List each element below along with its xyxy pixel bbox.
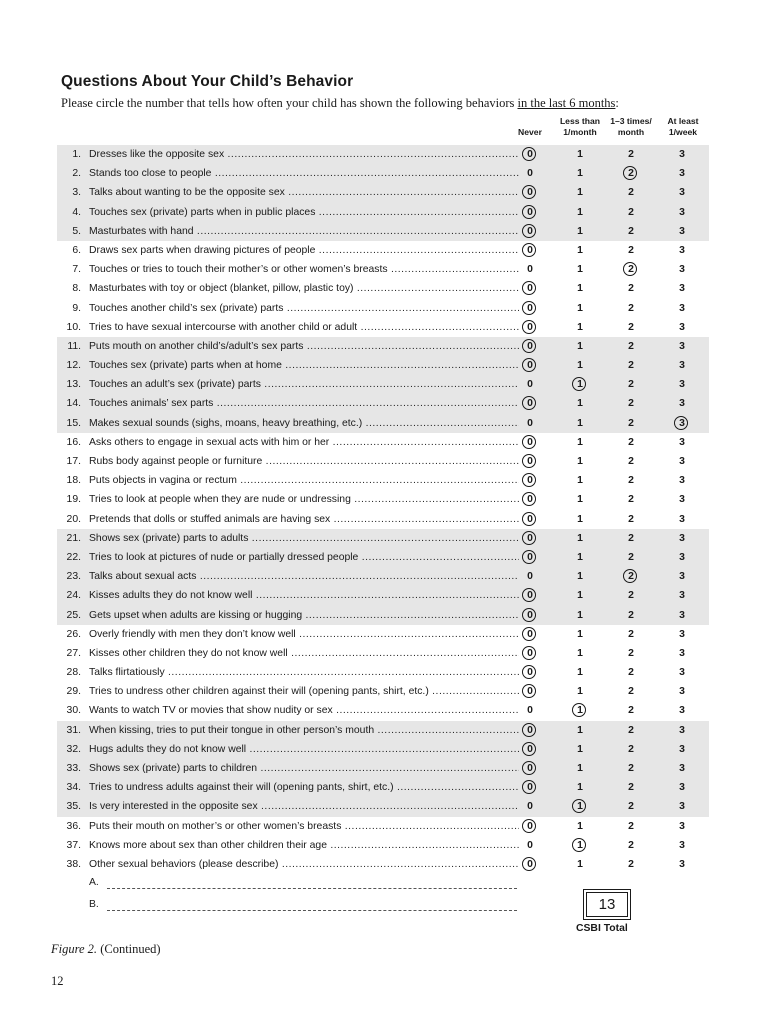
item-number: 23. (66, 571, 81, 583)
item-text: Rubs body against people or furniture ..... (89, 452, 519, 471)
item-text: Overly friendly with men they don’t know well ..... (89, 625, 519, 644)
rating-option-2[interactable]: 2 (628, 609, 634, 621)
rating-option-0[interactable]: 0 (519, 721, 541, 740)
rating-option-2[interactable]: 2 (628, 858, 634, 870)
rating-option-2[interactable]: 2 (628, 667, 634, 679)
item-number: 38. (66, 858, 81, 870)
item-number: 16. (66, 436, 81, 448)
item-number: 19. (66, 494, 81, 506)
rating-option-1[interactable]: 1 (577, 647, 583, 659)
rating-option-1[interactable]: 1 (577, 494, 583, 506)
column-header-never: Never (518, 127, 542, 137)
item-row (57, 260, 709, 279)
rating-option-2[interactable]: 2 (628, 475, 634, 487)
item-row (57, 625, 709, 644)
rating-option-3[interactable]: 3 (679, 609, 685, 621)
rating-option-2[interactable]: 2 (620, 260, 642, 279)
rating-option-2[interactable]: 2 (628, 839, 634, 851)
rating-option-2[interactable]: 2 (628, 360, 634, 372)
rating-option-0[interactable]: 0 (527, 264, 533, 276)
rating-option-3[interactable]: 3 (679, 379, 685, 391)
item-number: 18. (66, 475, 81, 487)
column-header-1-3-monthly: 1–3 times/ month (610, 116, 652, 137)
item-text: Pretends that dolls or stuffed animals are having sex ..... (89, 510, 519, 529)
rating-option-0[interactable]: 0 (519, 510, 541, 529)
item-number: 13. (66, 379, 81, 391)
item-row (57, 164, 709, 183)
item-text: Wants to watch TV or movies that show nudity or sex ..... (89, 701, 519, 720)
rating-option-0[interactable]: 0 (519, 644, 541, 663)
rating-option-1[interactable]: 1 (577, 321, 583, 333)
rating-option-1[interactable]: 1 (577, 302, 583, 314)
page-number: 12 (51, 974, 64, 988)
rating-option-1[interactable]: 1 (577, 743, 583, 755)
rating-option-1[interactable]: 1 (577, 571, 583, 583)
item-number: 17. (66, 456, 81, 467)
item-row (57, 183, 709, 202)
item-number: 14. (66, 398, 81, 410)
item-row (57, 548, 709, 567)
item-row (57, 279, 709, 298)
writing-line (107, 888, 517, 889)
rating-option-3[interactable]: 3 (679, 187, 685, 199)
rating-option-3[interactable]: 3 (679, 283, 685, 295)
rating-option-3[interactable]: 3 (679, 225, 685, 237)
rating-option-0[interactable]: 0 (519, 183, 541, 202)
item-text: Asks others to engage in sexual acts with him or her ..... (89, 433, 519, 452)
rating-option-0[interactable]: 0 (519, 529, 541, 548)
rating-option-2[interactable]: 2 (628, 532, 634, 544)
rating-option-0[interactable]: 0 (527, 839, 533, 851)
item-row (57, 299, 709, 318)
rating-option-3[interactable]: 3 (679, 206, 685, 218)
item-text: Masturbates with hand ..... (89, 222, 519, 241)
rating-option-0[interactable]: 0 (519, 222, 541, 241)
item-text: Draws sex parts when drawing pictures of people ..... (89, 241, 519, 260)
item-number: 24. (66, 590, 81, 602)
rating-option-2[interactable]: 2 (628, 705, 634, 717)
item-text: Shows sex (private) parts to children ..... (89, 759, 519, 778)
item-number: 33. (66, 763, 81, 774)
item-row (57, 663, 709, 682)
rating-option-1[interactable]: 1 (577, 628, 583, 640)
rating-option-3[interactable]: 3 (679, 647, 685, 659)
rating-option-0[interactable]: 0 (519, 337, 541, 356)
rating-option-1[interactable]: 1 (577, 475, 583, 487)
rating-option-2[interactable]: 2 (628, 340, 634, 352)
rating-option-2[interactable]: 2 (628, 149, 634, 160)
item-number: 26. (66, 628, 81, 640)
rating-option-3[interactable]: 3 (679, 782, 685, 794)
rating-option-0[interactable]: 0 (519, 606, 541, 625)
rating-option-3[interactable]: 3 (679, 494, 685, 506)
item-text: Touches sex (private) parts when in public places ..... (89, 203, 519, 222)
item-number: 20. (66, 513, 81, 525)
item-number: 22. (66, 551, 81, 563)
item-number: 8. (72, 283, 81, 295)
item-number: 5. (72, 225, 81, 237)
rating-option-2[interactable]: 2 (628, 283, 634, 295)
page-title: Questions About Your Child’s Behavior (61, 73, 354, 90)
rating-option-3[interactable]: 3 (679, 302, 685, 314)
rating-option-2[interactable]: 2 (628, 551, 634, 563)
column-header-less-than-monthly: Less than 1/month (559, 116, 601, 137)
rating-option-0[interactable]: 0 (519, 299, 541, 318)
rating-option-2[interactable]: 2 (628, 686, 634, 698)
item-row (57, 145, 709, 164)
rating-option-0[interactable]: 0 (519, 356, 541, 375)
rating-option-3[interactable]: 3 (679, 398, 685, 410)
rating-option-2[interactable]: 2 (628, 820, 634, 832)
item-row (57, 375, 709, 394)
rating-option-1[interactable]: 1 (577, 724, 583, 736)
rating-option-3[interactable]: 3 (679, 475, 685, 487)
rating-option-0[interactable]: 0 (527, 571, 533, 583)
rating-option-3[interactable]: 3 (679, 628, 685, 640)
figure-caption-text: (Continued) (97, 942, 161, 956)
rating-option-2[interactable]: 2 (628, 225, 634, 237)
rating-option-0[interactable]: 0 (519, 855, 541, 874)
column-header-weekly: At least 1/week (667, 116, 699, 137)
rating-option-2[interactable]: 2 (628, 244, 634, 256)
describe-line-b[interactable] (89, 899, 99, 910)
item-number: 6. (72, 244, 81, 256)
writing-line (107, 910, 517, 911)
rating-option-3[interactable]: 3 (679, 321, 685, 333)
item-number: 1. (72, 149, 81, 160)
instructions (61, 96, 619, 111)
rating-option-1[interactable]: 1 (577, 686, 583, 698)
rating-option-2[interactable]: 2 (628, 628, 634, 640)
item-number: 10. (66, 321, 81, 333)
item-row (57, 644, 709, 663)
instructions-suffix: : (615, 96, 619, 110)
item-row (57, 567, 709, 586)
rating-option-1[interactable]: 1 (577, 820, 583, 832)
rating-option-1[interactable]: 1 (569, 375, 591, 394)
rating-option-2[interactable]: 2 (628, 513, 634, 525)
rating-option-1[interactable]: 1 (577, 149, 583, 160)
rating-option-3[interactable]: 3 (679, 724, 685, 736)
rating-option-0[interactable]: 0 (519, 452, 541, 471)
item-text: Makes sexual sounds (sighs, moans, heavy breathing, etc.) ..... (89, 414, 519, 433)
rating-option-3[interactable]: 3 (679, 743, 685, 755)
describe-line-label: A. (89, 877, 99, 888)
rating-option-3[interactable]: 3 (679, 340, 685, 352)
rating-option-3[interactable]: 3 (679, 667, 685, 679)
item-row (57, 701, 709, 720)
item-text: Puts mouth on another child’s/adult’s sex parts ..... (89, 337, 519, 356)
rating-option-1[interactable]: 1 (577, 456, 583, 467)
rating-option-0[interactable]: 0 (527, 705, 533, 717)
rating-option-1[interactable]: 1 (569, 836, 591, 855)
rating-option-2[interactable]: 2 (620, 164, 642, 183)
rating-option-0[interactable]: 0 (527, 168, 533, 180)
item-text: Dresses like the opposite sex ..... (89, 145, 519, 164)
rating-option-3[interactable]: 3 (679, 763, 685, 774)
item-text: Tries to undress adults against their will (opening pants, shirt, etc.) ..... (89, 778, 519, 797)
rating-option-3[interactable]: 3 (679, 858, 685, 870)
rating-option-3[interactable]: 3 (679, 820, 685, 832)
item-number: 21. (66, 532, 81, 544)
rating-option-2[interactable]: 2 (628, 321, 634, 333)
item-row (57, 356, 709, 375)
rating-option-2[interactable]: 2 (628, 456, 634, 467)
item-number: 12. (66, 360, 81, 372)
item-number: 11. (67, 340, 81, 352)
describe-line-label: B. (89, 899, 99, 910)
rating-option-2[interactable]: 2 (628, 417, 634, 429)
item-text: Knows more about sex than other children their age ..... (89, 836, 519, 855)
rating-option-1[interactable]: 1 (577, 398, 583, 410)
item-text: Touches animals’ sex parts ..... (89, 394, 519, 413)
rating-option-1[interactable]: 1 (577, 244, 583, 256)
item-row (57, 203, 709, 222)
rating-option-1[interactable]: 1 (577, 187, 583, 199)
rating-option-3[interactable]: 3 (671, 414, 693, 433)
item-row (57, 797, 709, 816)
rating-option-2[interactable]: 2 (628, 801, 634, 813)
rating-option-0[interactable]: 0 (519, 145, 541, 164)
item-number: 35. (66, 801, 81, 813)
rating-option-1[interactable]: 1 (577, 858, 583, 870)
rating-option-1[interactable]: 1 (577, 551, 583, 563)
rating-option-1[interactable]: 1 (577, 513, 583, 525)
item-text: Touches sex (private) parts when at home ..... (89, 356, 519, 375)
rating-option-3[interactable]: 3 (679, 513, 685, 525)
item-text: Is very interested in the opposite sex ..... (89, 797, 519, 816)
rating-option-3[interactable]: 3 (679, 436, 685, 448)
item-number: 25. (66, 609, 81, 621)
rating-option-3[interactable]: 3 (679, 801, 685, 813)
item-number: 32. (66, 743, 81, 755)
item-number: 37. (66, 839, 81, 851)
rating-option-1[interactable]: 1 (577, 206, 583, 218)
item-text: Hugs adults they do not know well ..... (89, 740, 519, 759)
rating-option-0[interactable]: 0 (519, 433, 541, 452)
item-row (57, 490, 709, 509)
item-number: 31. (66, 724, 81, 736)
item-text: Tries to undress other children against their will (opening pants, shirt, etc.) ..... (89, 682, 519, 701)
rating-option-3[interactable]: 3 (679, 168, 685, 180)
item-row (57, 433, 709, 452)
item-number: 27. (66, 647, 81, 659)
rating-option-2[interactable]: 2 (620, 567, 642, 586)
rating-option-1[interactable]: 1 (577, 763, 583, 774)
item-row (57, 855, 709, 874)
rating-option-3[interactable]: 3 (679, 360, 685, 372)
item-row (57, 817, 709, 836)
rating-option-0[interactable]: 0 (519, 394, 541, 413)
rating-option-1[interactable]: 1 (577, 340, 583, 352)
rating-option-2[interactable]: 2 (628, 398, 634, 410)
item-row (57, 836, 709, 855)
item-text: Talks about wanting to be the opposite sex ..... (89, 183, 519, 202)
rating-option-1[interactable]: 1 (577, 590, 583, 602)
behavior-items-list (57, 145, 709, 874)
item-row (57, 318, 709, 337)
item-text: Puts their mouth on mother’s or other women’s breasts ..... (89, 817, 519, 836)
item-row (57, 778, 709, 797)
rating-option-1[interactable]: 1 (569, 797, 591, 816)
item-row (57, 414, 709, 433)
rating-option-1[interactable]: 1 (577, 436, 583, 448)
rating-option-0[interactable]: 0 (519, 625, 541, 644)
item-row (57, 721, 709, 740)
item-row (57, 740, 709, 759)
rating-option-2[interactable]: 2 (628, 590, 634, 602)
rating-option-1[interactable]: 1 (577, 417, 583, 429)
rating-option-1[interactable]: 1 (569, 701, 591, 720)
rating-option-3[interactable]: 3 (679, 244, 685, 256)
item-row (57, 337, 709, 356)
item-number: 3. (72, 187, 81, 199)
item-number: 7. (72, 264, 81, 276)
rating-option-0[interactable]: 0 (519, 663, 541, 682)
rating-option-2[interactable]: 2 (628, 302, 634, 314)
rating-option-2[interactable]: 2 (628, 782, 634, 794)
item-row (57, 452, 709, 471)
rating-option-2[interactable]: 2 (628, 187, 634, 199)
item-text: Kisses adults they do not know well ..... (89, 586, 519, 605)
rating-option-2[interactable]: 2 (628, 647, 634, 659)
rating-option-1[interactable]: 1 (577, 360, 583, 372)
item-text: Touches an adult’s sex (private) parts ..... (89, 375, 519, 394)
item-text: Touches another child’s sex (private) parts ..... (89, 299, 519, 318)
rating-option-0[interactable]: 0 (527, 379, 533, 391)
item-text: Tries to have sexual intercourse with another child or adult ..... (89, 318, 519, 337)
rating-option-2[interactable]: 2 (628, 763, 634, 774)
item-number: 4. (72, 206, 81, 218)
rating-option-3[interactable]: 3 (679, 571, 685, 583)
rating-option-0[interactable]: 0 (519, 241, 541, 260)
item-text: Kisses other children they do not know well ..... (89, 644, 519, 663)
rating-option-0[interactable]: 0 (519, 548, 541, 567)
rating-option-0[interactable]: 0 (519, 778, 541, 797)
item-row (57, 222, 709, 241)
item-row (57, 471, 709, 490)
item-number: 28. (66, 667, 81, 679)
rating-option-2[interactable]: 2 (628, 206, 634, 218)
item-text: Gets upset when adults are kissing or hugging ..... (89, 606, 519, 625)
item-text: Shows sex (private) parts to adults ..... (89, 529, 519, 548)
rating-option-0[interactable]: 0 (527, 417, 533, 429)
rating-option-1[interactable]: 1 (577, 283, 583, 295)
rating-option-2[interactable]: 2 (628, 379, 634, 391)
rating-option-0[interactable]: 0 (519, 682, 541, 701)
rating-option-2[interactable]: 2 (628, 743, 634, 755)
rating-option-1[interactable]: 1 (577, 168, 583, 180)
item-row (57, 529, 709, 548)
figure-caption (51, 942, 161, 957)
rating-option-3[interactable]: 3 (679, 686, 685, 698)
item-number: 34. (66, 782, 81, 794)
item-row (57, 682, 709, 701)
figure-label: Figure 2. (51, 942, 98, 956)
item-number: 15. (66, 417, 81, 429)
item-text: Tries to look at people when they are nude or undressing ..... (89, 490, 519, 509)
item-text: Touches or tries to touch their mother’s or other women’s breasts ..... (89, 260, 519, 279)
rating-option-1[interactable]: 1 (577, 532, 583, 544)
rating-option-3[interactable]: 3 (679, 551, 685, 563)
item-text: When kissing, tries to put their tongue in other person’s mouth ..... (89, 721, 519, 740)
item-text: Tries to look at pictures of nude or partially dressed people ..... (89, 548, 519, 567)
item-text: Masturbates with toy or object (blanket, pillow, plastic toy) ..... (89, 279, 519, 298)
item-row (57, 759, 709, 778)
item-number: 36. (66, 820, 81, 832)
item-text: Talks about sexual acts ..... (89, 567, 519, 586)
rating-option-1[interactable]: 1 (577, 225, 583, 237)
csbi-total-label: CSBI Total (576, 923, 628, 934)
rating-option-0[interactable]: 0 (519, 471, 541, 490)
instructions-prefix: Please circle the number that tells how often your child has shown the following behaviors (61, 96, 518, 110)
instructions-timeframe: in the last 6 months (517, 96, 616, 110)
rating-option-0[interactable]: 0 (519, 759, 541, 778)
rating-option-3[interactable]: 3 (679, 705, 685, 717)
rating-option-3[interactable]: 3 (679, 456, 685, 467)
item-number: 29. (66, 686, 81, 698)
rating-option-0[interactable]: 0 (519, 740, 541, 759)
rating-option-2[interactable]: 2 (628, 494, 634, 506)
item-number: 2. (72, 168, 81, 180)
item-number: 9. (72, 302, 81, 314)
csbi-total-score: 13 (586, 892, 628, 917)
item-row (57, 510, 709, 529)
rating-option-0[interactable]: 0 (519, 203, 541, 222)
item-row (57, 586, 709, 605)
rating-option-0[interactable]: 0 (527, 801, 533, 813)
rating-option-0[interactable]: 0 (519, 279, 541, 298)
rating-option-1[interactable]: 1 (577, 609, 583, 621)
rating-option-3[interactable]: 3 (679, 149, 685, 160)
rating-option-3[interactable]: 3 (679, 590, 685, 602)
item-text: Stands too close to people ..... (89, 164, 519, 183)
rating-option-0[interactable]: 0 (519, 490, 541, 509)
rating-option-0[interactable]: 0 (519, 817, 541, 836)
rating-option-2[interactable]: 2 (628, 724, 634, 736)
rating-option-3[interactable]: 3 (679, 839, 685, 851)
item-text: Other sexual behaviors (please describe) ..... (89, 855, 519, 874)
rating-option-1[interactable]: 1 (577, 264, 583, 276)
item-number: 30. (66, 705, 81, 717)
describe-line-a[interactable] (89, 877, 99, 888)
rating-option-0[interactable]: 0 (519, 318, 541, 337)
rating-option-1[interactable]: 1 (577, 667, 583, 679)
rating-option-3[interactable]: 3 (679, 264, 685, 276)
rating-option-1[interactable]: 1 (577, 782, 583, 794)
item-text: Puts objects in vagina or rectum ..... (89, 471, 519, 490)
item-row (57, 241, 709, 260)
rating-option-3[interactable]: 3 (679, 532, 685, 544)
item-text: Talks flirtatiously ..... (89, 663, 519, 682)
rating-option-0[interactable]: 0 (519, 586, 541, 605)
item-row (57, 394, 709, 413)
item-row (57, 606, 709, 625)
rating-option-2[interactable]: 2 (628, 436, 634, 448)
